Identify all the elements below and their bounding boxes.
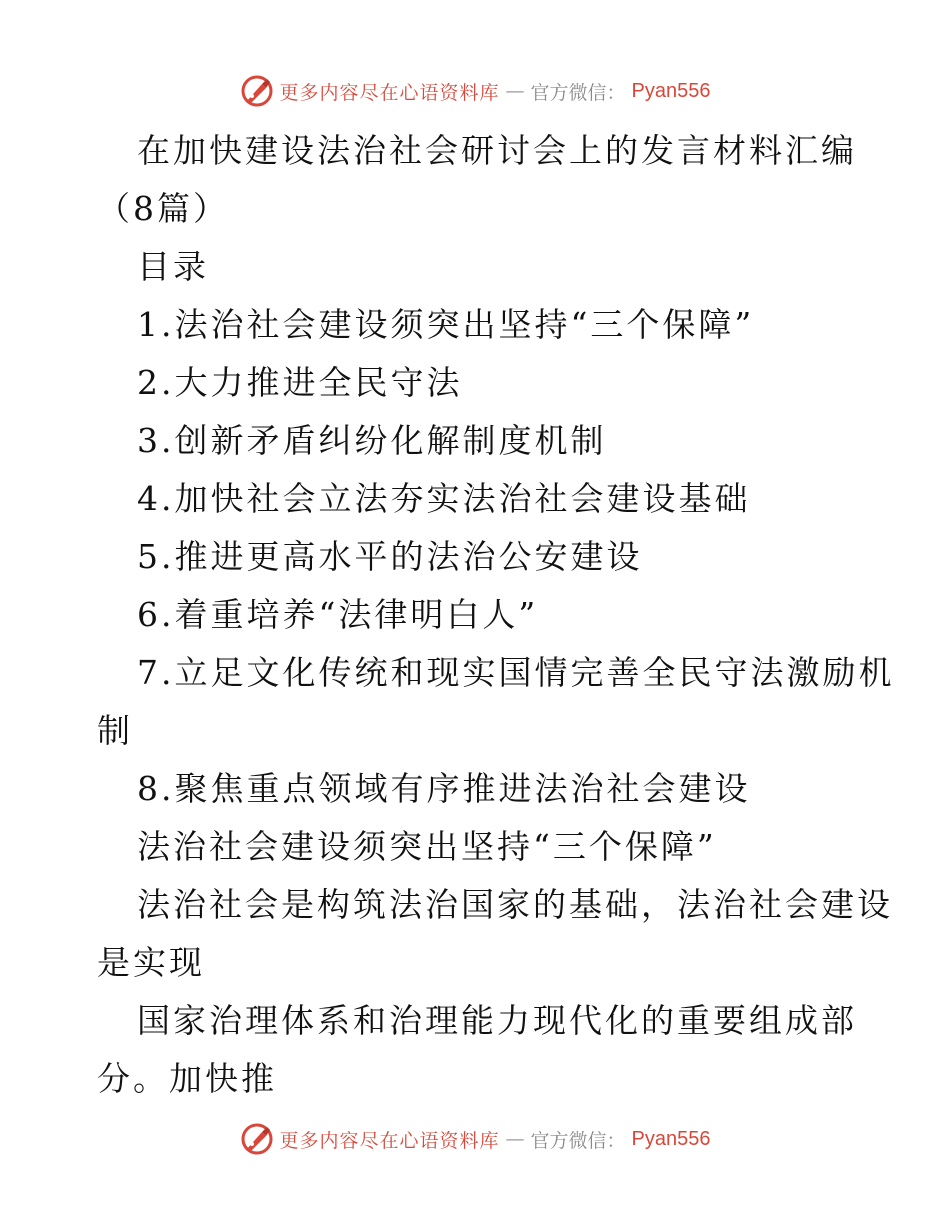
toc-item: 2.大力推进全民守法 (137, 363, 463, 402)
toc-item: 3.创新矛盾纠纷化解制度机制 (137, 421, 607, 460)
toc-item: 1.法治社会建设须突出坚持“三个保障” (137, 305, 755, 344)
toc-heading: 目录 (137, 247, 209, 286)
banner-separator: — (505, 80, 525, 102)
header-banner (0, 71, 950, 111)
banner-wechat-id: Pyan556 (631, 1127, 711, 1150)
paragraph-2-line-2: 分。加快推 (97, 1059, 277, 1098)
toc-item: 7.立足文化传统和现实国情完善全民守法激励机 (137, 653, 895, 692)
paragraph-2-line-1: 国家治理体系和治理能力现代化的重要组成部 (137, 1001, 857, 1040)
footer-banner (0, 1119, 950, 1159)
banner-slogan: 更多内容尽在心语资料库 (279, 1129, 500, 1152)
document-title-line-1: 在加快建设法治社会研讨会上的发言材料汇编 (137, 131, 857, 170)
toc-item: 4.加快社会立法夯实法治社会建设基础 (137, 479, 751, 518)
document-body (97, 122, 895, 1108)
document-title-line-2: （8篇） (97, 189, 229, 228)
banner-wechat-label: 官方微信： (530, 81, 626, 104)
toc-item: 6.着重培养“法律明白人” (137, 595, 539, 634)
banner-slogan: 更多内容尽在心语资料库 (279, 81, 500, 104)
banner-wechat-label: 官方微信： (530, 1129, 626, 1152)
paragraph-1-line-1: 法治社会是构筑法治国家的基础，法治社会建设 (137, 885, 893, 924)
pen-logo-icon (240, 74, 274, 108)
paragraph-1-line-2: 是实现 (97, 943, 205, 982)
banner-separator: — (505, 1128, 525, 1150)
section-title: 法治社会建设须突出坚持“三个保障” (137, 827, 717, 866)
pen-logo-icon (240, 1122, 274, 1156)
banner-wechat-id: Pyan556 (631, 79, 711, 102)
toc-item-continuation: 制 (97, 711, 133, 750)
toc-item: 5.推进更高水平的法治公安建设 (137, 537, 643, 576)
toc-item: 8.聚焦重点领域有序推进法治社会建设 (137, 769, 751, 808)
